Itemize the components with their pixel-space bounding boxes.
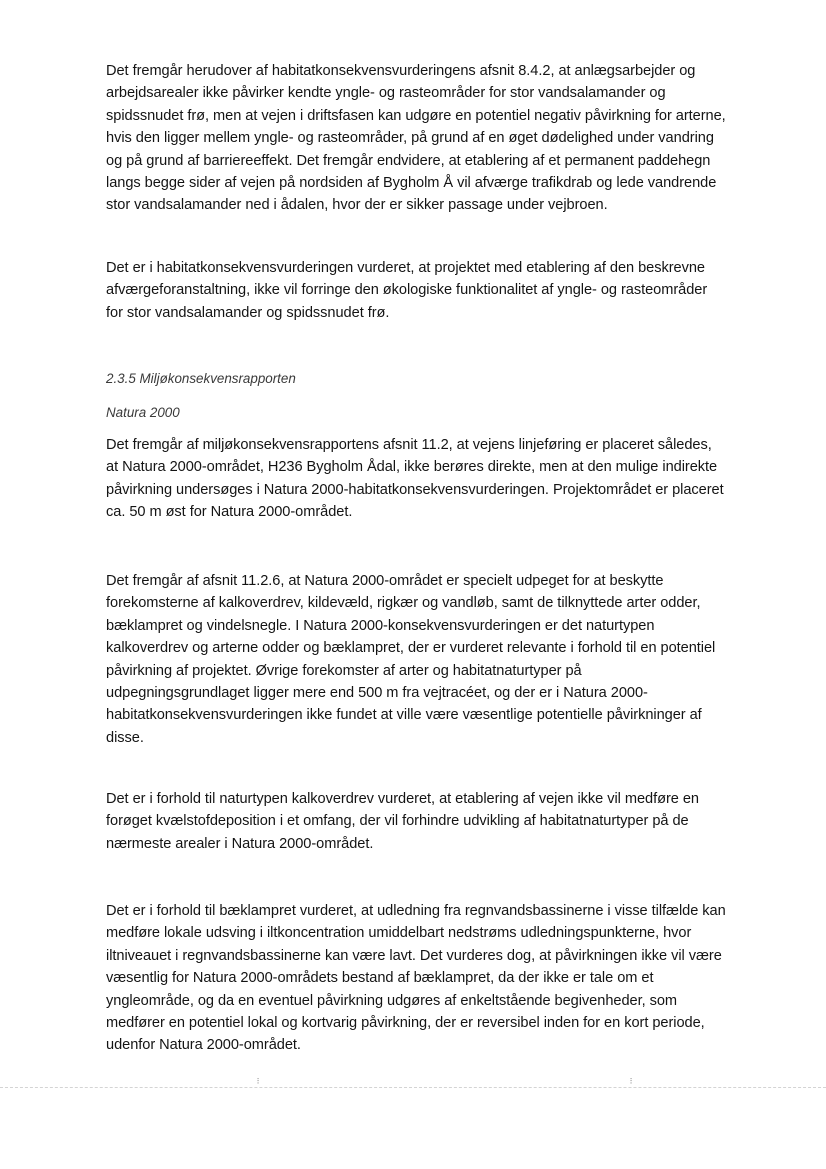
paragraph-habitat-assessment-8-4-2: Det fremgår herudover af habitatkonsekvensvurderingens afsnit 8.4.2, at anlægsarbejder og arbejdsarealer ikke påvirker kendte yngle- og rasteområder for stor vandsalamander og spidssnudet frø, men at vejen i driftsfasen kan udgøre en potentiel negativ påvirkning for arterne, hvis den ligger mellem yngle- og rasteområder, på grund af en øget dødelighed under vandring og på grund af barriereeffekt. Det fremgår endvidere, at etablering af et permanent paddehegn langs begge sider af vejen på nordsiden af Bygholm Å vil afværge trafikdrab og lede vandrende stor vandsalamander ned i ådalen, hvor der er sikker passage under vejbroen. bbox=[106, 63, 726, 214]
scan-mark-right-icon: ⁝ bbox=[629, 1077, 633, 1087]
paragraph-brook-lamprey: Det er i forhold til bæklampret vurderet, at udledning fra regnvandsbassinerne i visse tilfælde kan medføre lokale udsving i iltkoncentration umiddelbart nedstrøms udledningspunkterne, hvor iltniveauet i regnvandsbassinerne kan være lavt. Det vurderes dog, at påvirkningen ikke vil være væsentlig for Natura 2000-områdets bestand af bæklampret, da der ikke er tale om et yngleområde, og da en eventuel påvirkning udgøres af enkeltstående begivenheder, som medfører en potentiel lokal og kortvarig påvirkning, der er reversibel inden for en kort periode, udenfor Natura 2000-området. bbox=[106, 903, 726, 1054]
paragraph-route-placement: Det fremgår af miljøkonsekvensrapportens afsnit 11.2, at vejens linjeføring er placeret således, at Natura 2000-området, H236 Bygholm Ådal, ikke berøres direkte, men at den mulige indirekte påvirkning undersøges i Natura 2000-habitatkonsekvensvurderingen. Projektområdet er placeret ca. 50 m øst for Natura 2000-området. bbox=[106, 437, 724, 521]
section-heading: 2.3.5 Miljøkonsekvensrapporten bbox=[106, 371, 296, 386]
paragraph-mitigation-conclusion: Det er i habitatkonsekvensvurderingen vurderet, at projektet med etablering af den beskrevne afværgeforanstaltning, ikke vil forringe den økologiske funktionalitet af yngle- og rasteområder for stor vandsalamander og spidssnudet frø. bbox=[106, 260, 708, 321]
scan-mark-left-icon: ⁝ bbox=[256, 1077, 260, 1087]
paragraph-calcareous-grassland: Det er i forhold til naturtypen kalkoverdrev vurderet, at etablering af vejen ikke vil medføre en forøget kvælstofdeposition i et omfang, der vil forhindre udvikling af habitatnaturtyper på de nærmeste arealer i Natura 2000-området. bbox=[106, 791, 699, 852]
paragraph-designation-basis: Det fremgår af afsnit 11.2.6, at Natura 2000-området er specielt udpeget for at beskytte forekomsterne af kalkoverdrev, kildevæld, rigkær og vandløb, samt de tilknyttede arter odder, bæklampret og vindelsnegle. I Natura 2000-konsekvensvurderingen er det naturtypen kalkoverdrev og arterne odder og bæklampret, der er vurderet relevante i forhold til en potentiel påvirkning af projektet. Øvrige forekomster af arter og habitatnaturtyper på udpegningsgrundlaget ligger mere end 500 m fra vejtracéet, og der er i Natura 2000-habitatkonsekvensvurderingen ikke fundet at ville være væsentlige potentielle påvirkninger af disse. bbox=[106, 573, 716, 746]
scan-fold-line bbox=[0, 1087, 826, 1088]
subsection-heading: Natura 2000 bbox=[106, 405, 180, 420]
